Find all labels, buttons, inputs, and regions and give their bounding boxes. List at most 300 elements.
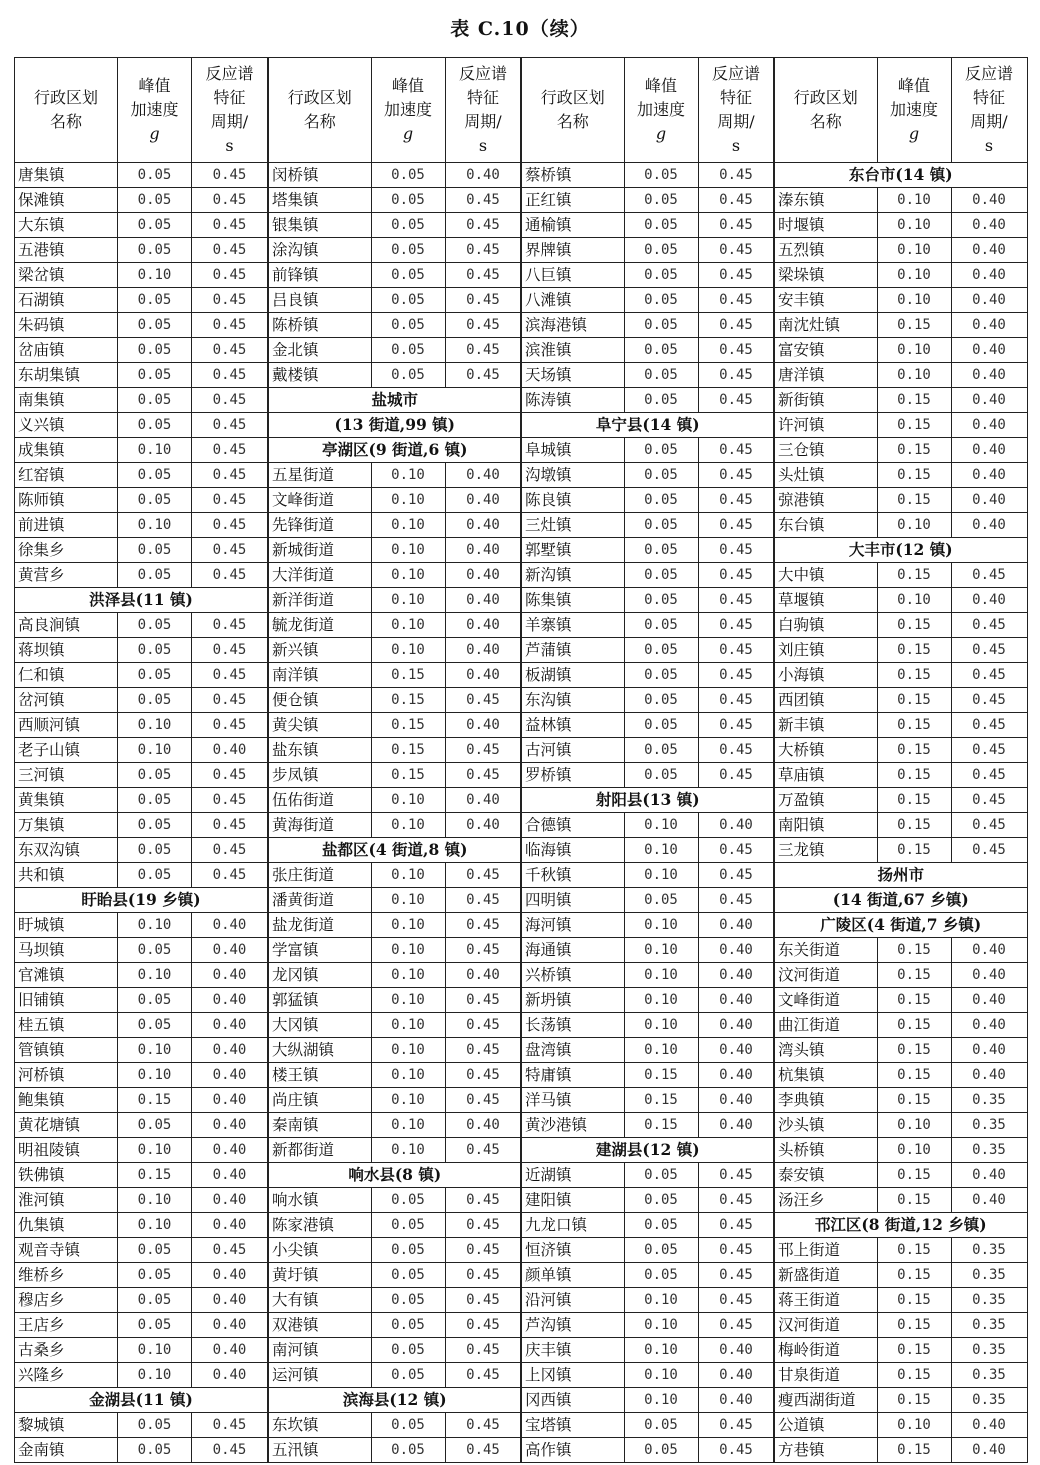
region-name-cell: 新坍镇 — [521, 988, 624, 1013]
table-row — [268, 588, 521, 613]
period-value-cell: 0.45 — [445, 763, 521, 788]
table-row — [774, 188, 1027, 213]
table-row — [774, 813, 1027, 838]
pga-value-cell: 0.05 — [371, 1438, 445, 1463]
table-row — [774, 1188, 1027, 1213]
region-name-cell: 建阳镇 — [521, 1188, 624, 1213]
period-value-cell: 0.45 — [698, 438, 774, 463]
region-name-cell: 盘湾镇 — [521, 1038, 624, 1063]
period-value-cell: 0.40 — [951, 413, 1027, 438]
table-row — [774, 1088, 1027, 1113]
period-value-cell: 0.45 — [445, 1088, 521, 1113]
period-value-cell: 0.45 — [445, 288, 521, 313]
table-row — [268, 163, 521, 188]
period-value-cell: 0.45 — [192, 688, 268, 713]
pga-value-cell: 0.05 — [624, 1413, 698, 1438]
table-row — [15, 1188, 268, 1213]
pga-value-cell: 0.05 — [624, 463, 698, 488]
section-heading: 建湖县(12 镇) — [521, 1138, 774, 1163]
table-row — [521, 1088, 774, 1113]
pga-value-cell: 0.15 — [624, 1088, 698, 1113]
header-pga-cell — [371, 58, 445, 163]
pga-value-cell: 0.05 — [624, 238, 698, 263]
period-value-cell: 0.40 — [445, 663, 521, 688]
region-name-cell: 蒋王街道 — [774, 1288, 877, 1313]
region-name-cell: 冈西镇 — [521, 1388, 624, 1413]
table-row — [15, 263, 268, 288]
pga-value-cell: 0.05 — [624, 663, 698, 688]
pga-value-cell: 0.05 — [624, 1188, 698, 1213]
table-row — [268, 1313, 521, 1338]
table-row — [15, 388, 268, 413]
pga-value-cell: 0.15 — [877, 613, 951, 638]
table-row — [774, 613, 1027, 638]
period-value-cell: 0.40 — [192, 1063, 268, 1088]
table-row — [521, 1388, 774, 1413]
table-row — [774, 588, 1027, 613]
region-name-cell: 海河镇 — [521, 913, 624, 938]
period-value-cell: 0.45 — [445, 1288, 521, 1313]
table-row — [774, 838, 1027, 863]
table-row — [774, 713, 1027, 738]
pga-value-cell: 0.10 — [371, 463, 445, 488]
table-row — [15, 738, 268, 763]
pga-value-cell: 0.15 — [877, 963, 951, 988]
pga-value-cell: 0.10 — [371, 1038, 445, 1063]
region-name-cell: 特庸镇 — [521, 1063, 624, 1088]
period-value-cell: 0.40 — [445, 588, 521, 613]
pga-value-cell: 0.05 — [624, 388, 698, 413]
region-name-cell: 草庙镇 — [774, 763, 877, 788]
pga-value-cell: 0.10 — [877, 288, 951, 313]
period-value-cell: 0.45 — [445, 1063, 521, 1088]
period-value-cell: 0.40 — [192, 1138, 268, 1163]
table-column-2 — [267, 57, 520, 1459]
table-row — [268, 213, 521, 238]
region-name-cell: 维桥乡 — [15, 1263, 118, 1288]
table-row — [15, 363, 268, 388]
period-value-cell: 0.35 — [951, 1138, 1027, 1163]
pga-value-cell: 0.10 — [371, 1138, 445, 1163]
pga-value-cell: 0.10 — [624, 863, 698, 888]
pga-value-cell: 0.15 — [877, 1338, 951, 1363]
table-row — [521, 463, 774, 488]
section-heading: 邗江区(8 街道,12 乡镇) — [774, 1213, 1027, 1238]
table-row — [774, 288, 1027, 313]
region-name-cell: 双港镇 — [268, 1313, 371, 1338]
pga-value-cell: 0.10 — [118, 738, 192, 763]
table-row — [774, 1113, 1027, 1138]
section-heading-row — [521, 413, 774, 438]
period-value-cell: 0.45 — [192, 188, 268, 213]
pga-value-cell: 0.15 — [877, 438, 951, 463]
pga-value-cell: 0.05 — [371, 1238, 445, 1263]
region-name-cell: 闵桥镇 — [268, 163, 371, 188]
pga-value-cell: 0.15 — [624, 1063, 698, 1088]
section-heading-row — [15, 588, 268, 613]
period-value-cell: 0.45 — [698, 1188, 774, 1213]
period-value-cell: 0.40 — [951, 363, 1027, 388]
pga-value-cell: 0.15 — [371, 763, 445, 788]
pga-value-cell: 0.15 — [371, 663, 445, 688]
pga-value-cell: 0.05 — [624, 713, 698, 738]
header-line: 名称 — [809, 112, 842, 131]
period-value-cell: 0.45 — [445, 1238, 521, 1263]
table-row — [15, 238, 268, 263]
period-value-cell: 0.45 — [192, 438, 268, 463]
region-name-cell: 旧铺镇 — [15, 988, 118, 1013]
period-value-cell: 0.45 — [445, 1138, 521, 1163]
pga-value-cell: 0.05 — [371, 1338, 445, 1363]
pga-value-cell: 0.10 — [371, 1113, 445, 1138]
pga-value-cell: 0.10 — [118, 713, 192, 738]
pga-value-cell: 0.15 — [371, 688, 445, 713]
period-value-cell: 0.45 — [445, 263, 521, 288]
table-row — [521, 1188, 774, 1213]
header-line: 周期/ — [970, 112, 1008, 131]
header-row — [15, 58, 268, 163]
period-value-cell: 0.45 — [698, 588, 774, 613]
region-name-cell: 新丰镇 — [774, 713, 877, 738]
period-value-cell: 0.40 — [951, 1413, 1027, 1438]
region-name-cell: 五港镇 — [15, 238, 118, 263]
pga-value-cell: 0.10 — [118, 1213, 192, 1238]
period-value-cell: 0.40 — [698, 813, 774, 838]
period-value-cell: 0.40 — [951, 1188, 1027, 1213]
table-row — [268, 463, 521, 488]
table-row — [268, 1288, 521, 1313]
pga-value-cell: 0.05 — [371, 163, 445, 188]
period-value-cell: 0.45 — [445, 338, 521, 363]
region-name-cell: 仁和镇 — [15, 663, 118, 688]
region-name-cell: 沿河镇 — [521, 1288, 624, 1313]
period-value-cell: 0.45 — [698, 538, 774, 563]
table-row — [15, 163, 268, 188]
pga-value-cell: 0.10 — [371, 1063, 445, 1088]
section-heading-row — [774, 538, 1027, 563]
pga-value-cell: 0.10 — [877, 338, 951, 363]
region-name-cell: 东关街道 — [774, 938, 877, 963]
region-name-cell: 秦南镇 — [268, 1113, 371, 1138]
pga-value-cell: 0.15 — [877, 788, 951, 813]
region-name-cell: 五汛镇 — [268, 1438, 371, 1463]
pga-value-cell: 0.05 — [118, 1238, 192, 1263]
region-name-cell: 合德镇 — [521, 813, 624, 838]
period-value-cell: 0.35 — [951, 1363, 1027, 1388]
region-name-cell: 芦蒲镇 — [521, 638, 624, 663]
table-row — [15, 463, 268, 488]
pga-value-cell: 0.10 — [371, 613, 445, 638]
pga-value-cell: 0.05 — [118, 1013, 192, 1038]
table-row — [521, 1038, 774, 1063]
table-row — [774, 1013, 1027, 1038]
period-value-cell: 0.45 — [951, 563, 1027, 588]
region-name-cell: 保滩镇 — [15, 188, 118, 213]
region-name-cell: 板湖镇 — [521, 663, 624, 688]
region-name-cell: 羊寨镇 — [521, 613, 624, 638]
region-name-cell: 湾头镇 — [774, 1038, 877, 1063]
period-value-cell: 0.45 — [192, 1413, 268, 1438]
section-heading: (14 街道,67 乡镇) — [774, 888, 1027, 913]
region-name-cell: 梁垛镇 — [774, 263, 877, 288]
period-value-cell: 0.45 — [192, 313, 268, 338]
section-heading-row — [268, 1388, 521, 1413]
table-row — [521, 188, 774, 213]
period-value-cell: 0.45 — [951, 838, 1027, 863]
table-row — [774, 1238, 1027, 1263]
header-line: 周期/ — [210, 112, 249, 131]
region-name-cell: 前锋镇 — [268, 263, 371, 288]
table-row — [521, 688, 774, 713]
region-name-cell: 黄尖镇 — [268, 713, 371, 738]
pga-value-cell: 0.10 — [118, 263, 192, 288]
table-row — [521, 588, 774, 613]
period-value-cell: 0.35 — [951, 1263, 1027, 1288]
period-value-cell: 0.35 — [951, 1238, 1027, 1263]
period-value-cell: 0.40 — [951, 338, 1027, 363]
region-name-cell: 曲江街道 — [774, 1013, 877, 1038]
pga-value-cell: 0.05 — [118, 613, 192, 638]
table-row — [521, 1213, 774, 1238]
pga-value-cell: 0.05 — [371, 213, 445, 238]
period-value-cell: 0.45 — [698, 388, 774, 413]
region-name-cell: 小海镇 — [774, 663, 877, 688]
table-row — [268, 1138, 521, 1163]
table-title: 表 C.10（续） — [450, 18, 590, 40]
pga-value-cell: 0.10 — [118, 1338, 192, 1363]
region-name-cell: 邗上街道 — [774, 1238, 877, 1263]
section-heading: 盐都区(4 街道,8 镇) — [268, 838, 521, 863]
period-value-cell: 0.45 — [698, 1238, 774, 1263]
region-name-cell: 万盈镇 — [774, 788, 877, 813]
period-value-cell: 0.45 — [445, 863, 521, 888]
pga-value-cell: 0.05 — [371, 1263, 445, 1288]
table-row — [774, 313, 1027, 338]
period-value-cell: 0.40 — [192, 1288, 268, 1313]
table-row — [268, 313, 521, 338]
table-row — [268, 638, 521, 663]
period-value-cell: 0.45 — [698, 363, 774, 388]
table-row — [774, 438, 1027, 463]
pga-value-cell: 0.15 — [877, 1163, 951, 1188]
table-row — [774, 1338, 1027, 1363]
table-row — [268, 363, 521, 388]
header-line: 加速度 — [636, 100, 685, 119]
table-row — [521, 438, 774, 463]
period-value-cell: 0.45 — [951, 763, 1027, 788]
table-row — [521, 638, 774, 663]
table-row — [774, 1038, 1027, 1063]
period-value-cell: 0.40 — [951, 313, 1027, 338]
pga-value-cell: 0.05 — [118, 688, 192, 713]
pga-value-cell: 0.15 — [877, 813, 951, 838]
header-line: g — [655, 124, 667, 143]
period-value-cell: 0.40 — [698, 1088, 774, 1113]
period-value-cell: 0.45 — [192, 363, 268, 388]
period-value-cell: 0.40 — [698, 1063, 774, 1088]
table-row — [521, 538, 774, 563]
region-name-cell: 大桥镇 — [774, 738, 877, 763]
pga-value-cell: 0.05 — [371, 1188, 445, 1213]
header-row — [268, 58, 521, 163]
region-name-cell: 高作镇 — [521, 1438, 624, 1463]
period-value-cell: 0.45 — [698, 163, 774, 188]
period-value-cell: 0.40 — [192, 963, 268, 988]
region-name-cell: 颜单镇 — [521, 1263, 624, 1288]
pga-value-cell: 0.10 — [877, 363, 951, 388]
region-name-cell: 新兴镇 — [268, 638, 371, 663]
region-name-cell: 三仓镇 — [774, 438, 877, 463]
table-row — [774, 263, 1027, 288]
period-value-cell: 0.35 — [951, 1313, 1027, 1338]
header-line: 名称 — [556, 112, 589, 131]
period-value-cell: 0.45 — [192, 288, 268, 313]
pga-value-cell: 0.05 — [371, 313, 445, 338]
table-row — [268, 1238, 521, 1263]
table-row — [521, 1238, 774, 1263]
pga-value-cell: 0.15 — [877, 988, 951, 1013]
period-value-cell: 0.45 — [192, 338, 268, 363]
region-name-cell: 溱东镇 — [774, 188, 877, 213]
region-name-cell: 上冈镇 — [521, 1363, 624, 1388]
region-name-cell: 义兴镇 — [15, 413, 118, 438]
table-row — [774, 1263, 1027, 1288]
section-heading-row — [774, 863, 1027, 888]
pga-value-cell: 0.05 — [118, 1438, 192, 1463]
period-value-cell: 0.40 — [698, 938, 774, 963]
period-value-cell: 0.45 — [698, 263, 774, 288]
pga-value-cell: 0.15 — [877, 663, 951, 688]
region-name-cell: 黄沙港镇 — [521, 1113, 624, 1138]
period-value-cell: 0.45 — [192, 813, 268, 838]
pga-value-cell: 0.05 — [624, 688, 698, 713]
pga-value-cell: 0.10 — [371, 813, 445, 838]
region-name-cell: 陈桥镇 — [268, 313, 371, 338]
region-name-cell: 红窑镇 — [15, 463, 118, 488]
region-name-cell: 黄海街道 — [268, 813, 371, 838]
period-value-cell: 0.35 — [951, 1113, 1027, 1138]
table-row — [774, 1163, 1027, 1188]
header-line: g — [402, 124, 414, 143]
region-name-cell: 高良涧镇 — [15, 613, 118, 638]
header-line: 周期/ — [717, 112, 755, 131]
region-name-cell: 毓龙街道 — [268, 613, 371, 638]
region-name-cell: 鲍集镇 — [15, 1088, 118, 1113]
table-row — [15, 1413, 268, 1438]
period-value-cell: 0.45 — [698, 1288, 774, 1313]
header-line: s — [478, 136, 488, 155]
table-row — [774, 1063, 1027, 1088]
table-row — [268, 763, 521, 788]
table-row — [774, 1138, 1027, 1163]
pga-value-cell: 0.15 — [371, 713, 445, 738]
region-name-cell: 桂五镇 — [15, 1013, 118, 1038]
section-heading: 响水县(8 镇) — [268, 1163, 521, 1188]
region-name-cell: 楼王镇 — [268, 1063, 371, 1088]
table-row — [15, 438, 268, 463]
pga-value-cell: 0.05 — [624, 563, 698, 588]
period-value-cell: 0.40 — [951, 488, 1027, 513]
period-value-cell: 0.40 — [698, 1038, 774, 1063]
table-row — [521, 238, 774, 263]
period-value-cell: 0.40 — [192, 1038, 268, 1063]
region-name-cell: 新洋街道 — [268, 588, 371, 613]
table-row — [15, 1213, 268, 1238]
table-row — [15, 488, 268, 513]
pga-value-cell: 0.15 — [877, 938, 951, 963]
period-value-cell: 0.40 — [192, 1163, 268, 1188]
period-value-cell: 0.45 — [698, 1413, 774, 1438]
region-name-cell: 兴桥镇 — [521, 963, 624, 988]
table-row — [521, 513, 774, 538]
period-value-cell: 0.40 — [698, 1338, 774, 1363]
table-row — [15, 313, 268, 338]
region-name-cell: 汉河街道 — [774, 1313, 877, 1338]
period-value-cell: 0.40 — [445, 788, 521, 813]
period-value-cell: 0.40 — [698, 1113, 774, 1138]
region-name-cell: 时堰镇 — [774, 213, 877, 238]
region-name-cell: 瘦西湖街道 — [774, 1388, 877, 1413]
pga-value-cell: 0.05 — [118, 313, 192, 338]
header-line: s — [225, 136, 234, 155]
section-heading: 阜宁县(14 镇) — [521, 413, 774, 438]
pga-value-cell: 0.05 — [118, 163, 192, 188]
period-value-cell: 0.35 — [951, 1338, 1027, 1363]
period-value-cell: 0.40 — [445, 463, 521, 488]
pga-value-cell: 0.05 — [624, 1263, 698, 1288]
table-row — [521, 663, 774, 688]
period-value-cell: 0.40 — [192, 1338, 268, 1363]
period-value-cell: 0.45 — [192, 638, 268, 663]
pga-value-cell: 0.10 — [118, 1138, 192, 1163]
region-name-cell: 沙头镇 — [774, 1113, 877, 1138]
region-name-cell: 涂沟镇 — [268, 238, 371, 263]
section-heading-row — [774, 913, 1027, 938]
pga-value-cell: 0.10 — [118, 438, 192, 463]
table-row — [774, 738, 1027, 763]
pga-value-cell: 0.15 — [118, 1088, 192, 1113]
period-value-cell: 0.45 — [698, 188, 774, 213]
period-value-cell: 0.40 — [192, 988, 268, 1013]
table-row — [268, 938, 521, 963]
region-name-cell: 新街镇 — [774, 388, 877, 413]
region-name-cell: 步凤镇 — [268, 763, 371, 788]
period-value-cell: 0.40 — [445, 538, 521, 563]
region-name-cell: 罗桥镇 — [521, 763, 624, 788]
period-value-cell: 0.45 — [698, 638, 774, 663]
region-name-cell: 古桑乡 — [15, 1338, 118, 1363]
period-value-cell: 0.40 — [951, 438, 1027, 463]
table-row — [15, 1263, 268, 1288]
pga-value-cell: 0.10 — [624, 988, 698, 1013]
region-name-cell: 五星街道 — [268, 463, 371, 488]
region-table — [773, 57, 1028, 1463]
table-row — [268, 263, 521, 288]
table-row — [268, 1213, 521, 1238]
period-value-cell: 0.40 — [192, 1013, 268, 1038]
table-row — [268, 788, 521, 813]
table-row — [15, 1238, 268, 1263]
header-line: 反应谱 — [711, 64, 760, 83]
period-value-cell: 0.45 — [192, 788, 268, 813]
period-value-cell: 0.45 — [698, 863, 774, 888]
region-name-cell: 大冈镇 — [268, 1013, 371, 1038]
period-value-cell: 0.40 — [951, 263, 1027, 288]
period-value-cell: 0.40 — [951, 1013, 1027, 1038]
pga-value-cell: 0.05 — [118, 1413, 192, 1438]
period-value-cell: 0.45 — [192, 1238, 268, 1263]
period-value-cell: 0.45 — [192, 563, 268, 588]
